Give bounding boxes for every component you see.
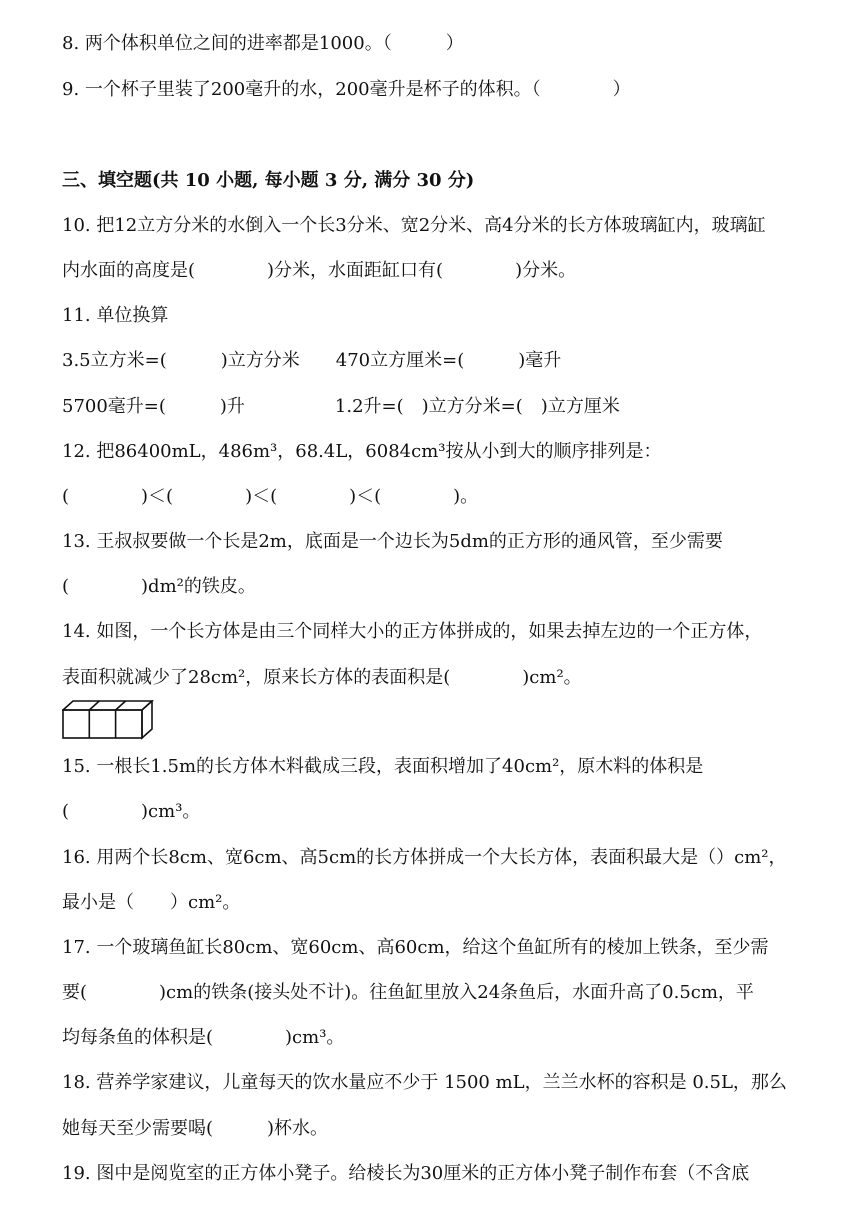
question-11-row-2: 5700毫升=( )升 1.2升=( )立方分米=( )立方厘米: [62, 396, 620, 417]
question-14-line-2: 表面积就减少了28cm²，原来长方体的表面积是( )cm²。: [62, 667, 582, 688]
section-title-fill-in: 三、填空题(共 10 小题, 每小题 3 分, 满分 30 分): [62, 170, 475, 191]
question-12-line-2: ( )＜( )＜( )＜( )。: [62, 486, 479, 507]
cubes-top-face: [63, 701, 152, 710]
question-19-line-1: 19. 图中是阅览室的正方体小凳子。给棱长为30厘米的正方体小凳子制作布套（不含底: [62, 1163, 750, 1184]
question-18-line-1: 18. 营养学家建议，儿童每天的饮水量应不少于 1500 mL，兰兰水杯的容积是 0.5L，那么: [62, 1072, 787, 1093]
question-15-line-2: ( )cm³。: [62, 801, 201, 822]
question-17-line-3: 均每条鱼的体积是( )cm³。: [62, 1027, 345, 1048]
question-16-line-1: 16. 用两个长8cm、宽6cm、高5cm的长方体拼成一个大长方体，表面积最大是（）cm²，: [62, 847, 787, 868]
question-9: 9. 一个杯子里装了200毫升的水，200毫升是杯子的体积。（ ）: [62, 79, 631, 100]
question-13-line-1: 13. 王叔叔要做一个长是2m，底面是一个边长为5dm的正方形的通风管，至少需要: [62, 531, 723, 552]
question-11-row-1: 3.5立方米=( )立方分米 470立方厘米=( )毫升: [62, 350, 562, 371]
question-12-line-1: 12. 把86400mL，486m³，68.4L，6084cm³按从小到大的顺序排列是：: [62, 441, 662, 462]
question-15-line-1: 15. 一根长1.5m的长方体木料截成三段，表面积增加了40cm²，原木料的体积是: [62, 756, 704, 777]
question-16-line-2: 最小是（ ）cm²。: [62, 892, 241, 913]
question-10-line-1: 10. 把12立方分米的水倒入一个长3分米、宽2分米、高4分米的长方体玻璃缸内，玻璃缸: [62, 215, 766, 236]
question-8: 8. 两个体积单位之间的进率都是1000。（ ）: [62, 33, 464, 54]
cubes-front-face: [63, 710, 142, 738]
question-11-title: 11. 单位换算: [62, 305, 169, 326]
question-10-line-2: 内水面的高度是( )分米，水面距缸口有( )分米。: [62, 260, 577, 281]
question-17-line-2: 要( )cm的铁条(接头处不计)。往鱼缸里放入24条鱼后，水面升高了0.5cm，平: [62, 982, 754, 1003]
cubes-side-face: [142, 701, 152, 738]
question-18-line-2: 她每天至少需要喝( )杯水。: [62, 1118, 329, 1139]
question-17-line-1: 17. 一个玻璃鱼缸长80cm、宽60cm、高60cm，给这个鱼缸所有的棱加上铁条，至少需: [62, 937, 769, 958]
question-14-line-1: 14. 如图，一个长方体是由三个同样大小的正方体拼成的，如果去掉左边的一个正方体，: [62, 621, 763, 642]
three-cubes-figure: [62, 700, 154, 740]
question-13-line-2: ( )dm²的铁皮。: [62, 576, 256, 597]
